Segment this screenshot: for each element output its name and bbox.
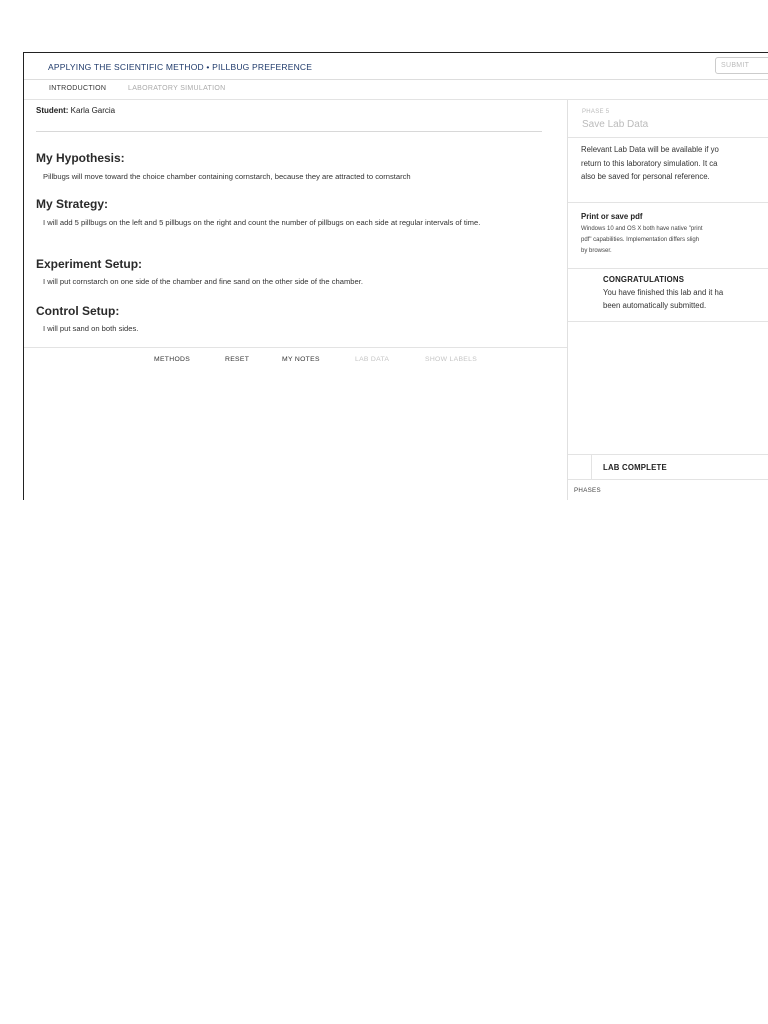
submit-button[interactable]: SUBMIT: [715, 57, 768, 74]
student-row: [36, 106, 115, 115]
strategy-text: I will add 5 pillbugs on the left and 5 pillbugs on the right and count the number of pillbugs on each side at regular intervals of time.: [43, 218, 481, 227]
divider: [36, 131, 542, 132]
simulation-toolbar: [24, 347, 567, 369]
introduction-content: [24, 100, 567, 500]
phase-number: PHASE 5: [582, 109, 610, 115]
reset-button[interactable]: RESET: [225, 356, 250, 363]
divider: [568, 202, 768, 203]
control-text: I will put sand on both sides.: [43, 324, 139, 333]
tab-laboratory-simulation[interactable]: LABORATORY SIMULATION: [128, 85, 226, 92]
lab-complete-row[interactable]: [568, 454, 768, 480]
student-name: Karla Garcia: [70, 106, 116, 115]
phase-panel: [567, 100, 768, 500]
print-line-1: Windows 10 and OS X both have native "print: [581, 226, 703, 232]
congrats-title: CONGRATULATIONS: [603, 275, 685, 284]
app-title: APPLYING THE SCIENTIFIC METHOD • PILLBUG PREFERENCE: [48, 62, 313, 72]
hypothesis-heading: My Hypothesis:: [36, 151, 125, 165]
divider: [568, 137, 768, 138]
tab-introduction[interactable]: INTRODUCTION: [49, 85, 107, 92]
app-header: [24, 53, 768, 80]
lab-data-button[interactable]: LAB DATA: [355, 356, 390, 363]
experiment-heading: Experiment Setup:: [36, 257, 143, 271]
save-info-line-1: Relevant Lab Data will be available if yo: [581, 145, 719, 154]
congratulations-box: [568, 268, 768, 322]
save-info-line-3: also be saved for personal reference.: [581, 172, 710, 181]
phases-label[interactable]: PHASES: [574, 487, 601, 494]
show-labels-button[interactable]: SHOW LABELS: [425, 356, 478, 363]
hypothesis-text: Pillbugs will move toward the choice chamber containing cornstarch, because they are attracted to cornstarch: [43, 172, 411, 181]
congrats-line-2: been automatically submitted.: [603, 300, 707, 310]
congrats-line-1: You have finished this lab and it ha: [603, 288, 724, 297]
tabs-bar: [24, 80, 768, 100]
print-line-2: pdf" capabilities. Implementation differs sligh: [581, 237, 700, 243]
control-heading: Control Setup:: [36, 304, 120, 318]
student-label: Student:: [36, 106, 69, 115]
congrats-text: [603, 287, 723, 312]
methods-button[interactable]: METHODS: [154, 356, 191, 363]
lab-complete-label: LAB COMPLETE: [603, 463, 667, 472]
app-window: [23, 52, 768, 500]
print-title: Print or save pdf: [581, 212, 643, 221]
experiment-text: I will put cornstarch on one side of the chamber and fine sand on the other side of the chamber.: [43, 277, 363, 286]
phase-title: Save Lab Data: [582, 119, 649, 130]
save-info-line-2: return to this laboratory simulation. It ca: [581, 158, 718, 168]
print-line-3: by browser.: [581, 248, 612, 254]
strategy-heading: My Strategy:: [36, 197, 109, 211]
print-description: [581, 224, 703, 257]
divider: [591, 455, 592, 480]
my-notes-button[interactable]: MY NOTES: [282, 356, 320, 363]
